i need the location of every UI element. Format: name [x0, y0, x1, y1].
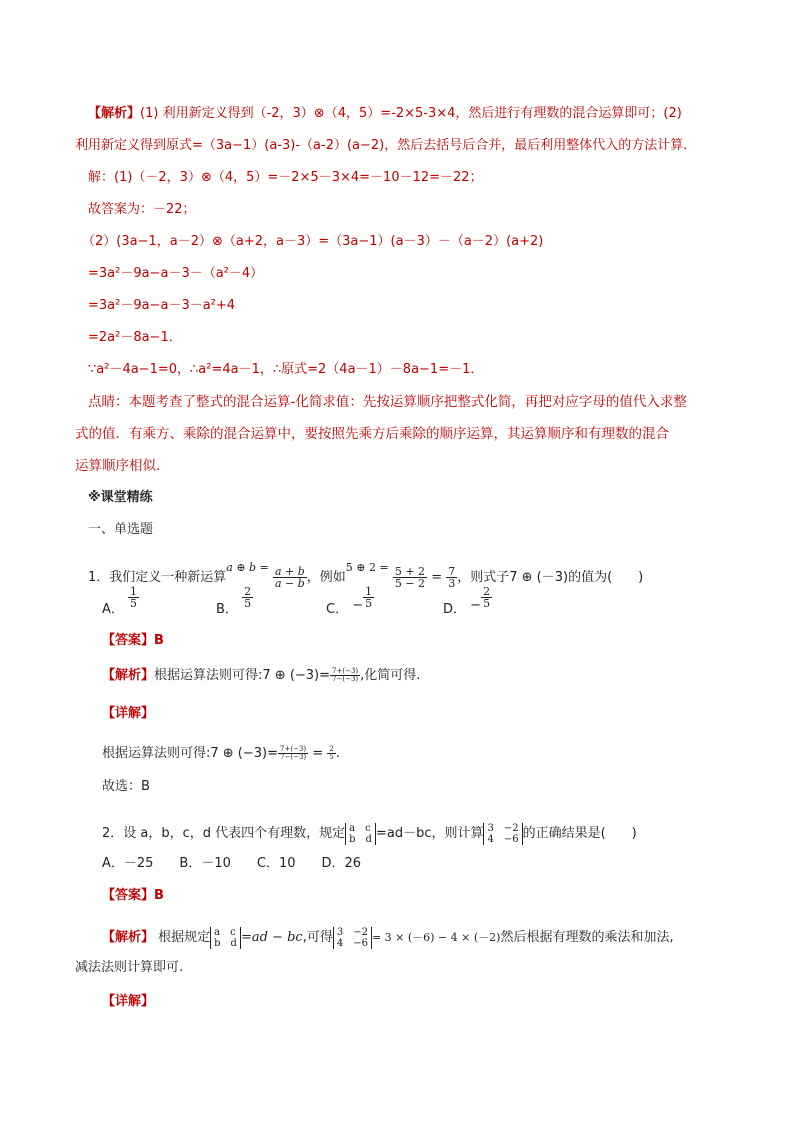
- q1-analysis-tag: 【解析】: [102, 668, 155, 683]
- q1-ex-res-den: 3: [448, 577, 456, 590]
- q1-opt-d-sign: −: [470, 598, 482, 613]
- q1-detail-text: 根据运算法则可得:7 ⊕ (−3)=: [102, 746, 279, 761]
- q2-analysis-det2: [333, 927, 372, 949]
- q1-detail-line: [102, 743, 340, 765]
- note-line-3: 运算顺序相似．: [75, 458, 170, 474]
- q2-detail: 【详解】: [102, 994, 155, 1009]
- step-4: ∵a²－4a−1=0，∴a²=4a－1，∴原式=2（4a－1）－8a−1=－1．: [88, 362, 484, 377]
- q1-def-num: a + b: [274, 565, 305, 578]
- q1-ex-lhs: 5 ⊕ 2 =: [345, 561, 389, 574]
- q1-answer: 【答案】B: [102, 633, 164, 648]
- q1-detail-den: 7−(−3): [280, 753, 307, 761]
- q1-opt-c-num: 1: [365, 585, 373, 598]
- q2-options[interactable]: A．－25 B．－10 C．10 D．26: [102, 856, 362, 871]
- q1-option-d[interactable]: [443, 586, 492, 616]
- q1-stem-a: 1．我们定义一种新运算: [88, 570, 227, 585]
- q1-stem-c: ，则式子7 ⊕ (－3)的值为( ): [457, 570, 644, 585]
- q1-detail-fraction: [278, 746, 308, 761]
- q1-opt-d-den: 5: [483, 597, 491, 610]
- q1-opt-a-den: 5: [130, 597, 138, 610]
- q2-analysis: [102, 922, 674, 954]
- q1-opt-a-fraction: [128, 586, 139, 609]
- q2-determinant-calc: [483, 823, 522, 845]
- q2-adet2-row-1: 3 −2: [336, 926, 368, 938]
- q2-analysis-b: =ad − bc: [240, 930, 303, 945]
- q2-det-row-2: b d: [349, 833, 372, 845]
- q1-detail-end: .: [335, 746, 340, 761]
- q1-ex-eq: =: [431, 570, 443, 585]
- q2-determinant-def: [345, 823, 376, 845]
- q1-detail-res-den: 5: [329, 753, 334, 761]
- q1-opt-b-label: B．: [216, 602, 238, 617]
- q1-opt-b-num: 2: [244, 585, 252, 598]
- q1-ex-res-num: 7: [448, 565, 456, 578]
- q1-analysis-fraction: [330, 668, 360, 683]
- analysis-line-1: [88, 105, 682, 123]
- q1-opt-a-num: 1: [130, 585, 138, 598]
- analysis-text-1: (1) 利用新定义得到（-2，3）⊗（4，5）=-2×5-3×4，然后进行有理数的混合运算即可；(2): [140, 106, 682, 121]
- q1-opt-c-fraction: [363, 586, 374, 609]
- q2-stem-c: 的正确结果是( ): [522, 826, 637, 841]
- step-3: =2a²－8a−1．: [88, 330, 182, 345]
- q1-stem-b: ，例如: [306, 570, 346, 585]
- q2-answer: 【答案】B: [102, 888, 164, 903]
- solve-line-1: 解：(1)（－2，3）⊗（4，5）=－2×5－3×4=－10－12=－22；: [88, 170, 483, 185]
- q1-opt-d-num: 2: [483, 585, 491, 598]
- q1-analysis: [102, 665, 420, 687]
- q1-ex-den: 5 − 2: [394, 577, 426, 590]
- note-line-1: 点睛：本题考查了整式的混合运算-化简求值：先按运算顺序把整式化简，再把对应字母的值代入求整: [88, 394, 687, 410]
- step-1: =3a²－9a−a－3－（a²－4）: [88, 266, 264, 281]
- q2-adet2-row-2: 4 −6: [336, 937, 368, 949]
- q1-analysis-text: 根据运算法则可得:7 ⊕ (−3)=: [154, 668, 331, 683]
- q1-stem: [88, 554, 644, 590]
- q2-analysis-det: [210, 927, 241, 949]
- q1-detail: 【详解】: [102, 706, 155, 721]
- q1-def-den: a − b: [274, 577, 305, 590]
- q1-opt-d-fraction: [481, 586, 492, 609]
- q1-detail-eq: =: [308, 746, 328, 761]
- analysis-line-2: 利用新定义得到原式=（3a−1）(a-3)-（a-2）(a−2)，然后去括号后合并，最后利用整体代入的方法计算．: [75, 138, 697, 153]
- section-title: ※课堂精练: [88, 490, 153, 505]
- q1-analysis-num: 7+(−3): [332, 667, 359, 675]
- q1-opt-c-sign: −: [352, 598, 364, 613]
- q1-opt-d-label: D．: [443, 602, 467, 617]
- q2-stem-a: 2．设 a，b，c，d 代表四个有理数，规定: [102, 826, 346, 841]
- q1-detail-res-num: 2: [329, 745, 334, 753]
- q2-stem-b: =ad－bc，则计算: [375, 826, 484, 841]
- q2-analysis-e: 然后根据有理数的乘法和加法,: [500, 930, 674, 945]
- q1-choose: 故选：B: [102, 779, 150, 794]
- q2-det-row-1: a c: [349, 822, 371, 834]
- q1-opt-b-den: 5: [244, 597, 252, 610]
- note-line-2: 式的值．有乘方、乘除的混合运算中，要按照先乘方后乘除的顺序运算，其运算顺序和有理数的混合: [75, 426, 669, 442]
- q1-option-a[interactable]: [102, 586, 139, 616]
- q2-analysis-a: 根据规定: [154, 930, 211, 945]
- q1-option-c[interactable]: [326, 586, 374, 616]
- analysis-tag: 【解析】: [88, 106, 141, 121]
- q1-opt-b-fraction: [242, 586, 253, 609]
- q2-stem: [102, 818, 637, 850]
- q1-analysis-tail: ,化简可得.: [360, 668, 421, 683]
- q2-adet-row-1: a c: [214, 926, 236, 938]
- q1-opt-a-label: A．: [102, 602, 124, 617]
- section-subtitle: 一、单选题: [88, 522, 154, 537]
- q2-analysis-d: = 3 × (－6) − 4 × (－2): [371, 931, 501, 944]
- step-2: =3a²－9a−a－3－a²+4: [88, 298, 236, 313]
- q2-analysis-tag: 【解析】: [102, 930, 155, 945]
- q1-ex-num: 5 + 2: [394, 565, 426, 578]
- q2-analysis-c: ,可得: [302, 930, 333, 945]
- q1-detail-result: [327, 746, 335, 761]
- q1-analysis-den: 7−(−3): [332, 675, 359, 683]
- q1-ex-fraction: [393, 566, 427, 589]
- part2-line: （2）(3a−1，a－2）⊗（a+2，a－3）=（3a−1）(a－3）－（a－2）(a+2): [82, 234, 544, 249]
- q1-detail-num: 7+(−3): [280, 745, 307, 753]
- q2-det2-row-2: 4 −6: [487, 833, 519, 845]
- q2-analysis-line-2: 减法法则计算即可.: [75, 960, 184, 975]
- q1-def-fraction: [273, 566, 307, 589]
- q2-det2-row-1: 3 −2: [487, 822, 519, 834]
- q1-opt-c-den: 5: [365, 597, 373, 610]
- q1-opt-c-label: C．: [326, 602, 349, 617]
- answer-line: 故答案为：－22；: [88, 202, 196, 217]
- q1-option-b[interactable]: [216, 586, 253, 616]
- q1-def-lhs: a ⊕ b =: [226, 561, 269, 574]
- q2-adet-row-2: b d: [214, 937, 237, 949]
